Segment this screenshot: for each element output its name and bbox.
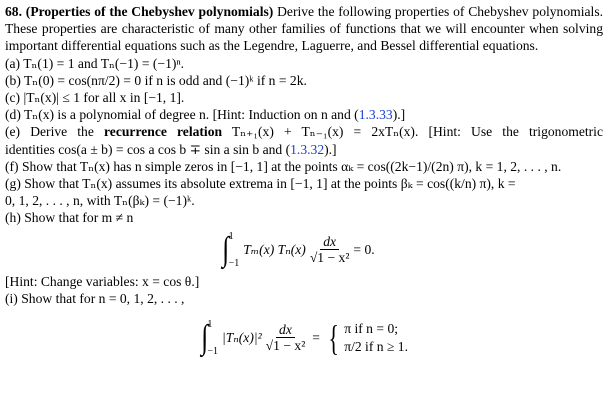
integral-upper-limit: 1: [228, 230, 234, 242]
recurrence-relation-term: recurrence relation: [104, 124, 223, 140]
norm-cases: [344, 320, 408, 356]
item-i: (i) Show that for n = 0, 1, 2, . . . ,: [5, 290, 185, 306]
equation-reference-link[interactable]: 1.3.32: [290, 141, 325, 157]
norm-case-n-positive: π/2 if n ≥ 1.: [344, 339, 409, 355]
integral-sign: ∫ 1 −1: [201, 319, 218, 358]
left-brace: {: [328, 318, 339, 359]
item-e-line2: [5, 141, 603, 158]
norm-fraction-numerator: dx: [276, 322, 295, 338]
integral-lower-limit: −1: [207, 346, 218, 358]
orth-weight-fraction: [308, 234, 352, 266]
orth-integrand: Tₘ(x) Tₙ(x): [243, 242, 306, 258]
item-e-line2-end: ).]: [324, 141, 337, 157]
item-c: (c) |Tₙ(x)| ≤ 1 for all x in [−1, 1].: [5, 90, 185, 106]
orth-fraction-numerator: dx: [320, 234, 339, 250]
norm-integrand: |Tₙ(x)|²: [221, 330, 262, 346]
norm-fraction-denominator: √1 − x²: [265, 338, 306, 354]
item-d: [5, 106, 603, 123]
hint-change-variables: [Hint: Change variables: x = cos θ.]: [5, 273, 200, 289]
integral-upper-limit: 1: [207, 319, 213, 331]
equation-reference-link[interactable]: 1.3.33: [358, 107, 393, 123]
item-e-pre: (e) Derive the: [5, 124, 104, 140]
norm-equals: =: [312, 330, 320, 346]
item-d-end: ).]: [392, 107, 406, 123]
problem-intro: [5, 3, 603, 55]
orth-rhs: = 0.: [353, 242, 375, 258]
item-b: (b) Tₙ(0) = cos(nπ/2) = 0 if n is odd and (−1)ᵏ if n = 2k.: [5, 72, 307, 88]
item-e: [5, 123, 603, 140]
item-e-line2-pre: identities cos(a ± b) = cos a cos b ∓ sin a sin b and (: [5, 141, 291, 157]
item-g-line2: 0, 1, 2, . . . , n, with Tₙ(βₖ) = (−1)ᵏ.: [5, 193, 195, 209]
integral-lower-limit: −1: [228, 257, 240, 269]
norm-case-n-zero: π if n = 0;: [344, 321, 399, 337]
item-d-text: (d) Tₙ(x) is a polynomial of degree n. [Hint: Induction on n and (: [5, 107, 359, 123]
norm-weight-fraction: [264, 322, 308, 354]
item-g-line1: (g) Show that Tₙ(x) assumes its absolute extrema in [−1, 1] at the points βₖ = cos((k/n) π), k =: [5, 176, 516, 192]
problem-number: 68.: [5, 4, 22, 19]
item-f: (f) Show that Tₙ(x) has n simple zeros in [−1, 1] at the points αₖ = cos((2k−1)/(2n) π), k = 1, 2, . . . , n.: [5, 158, 562, 174]
item-e-mid: Tₙ₊₁(x) + Tₙ₋₁(x) = 2xTₙ(x). [Hint: Use the trigonometric: [222, 124, 603, 140]
item-h: (h) Show that for m ≠ n: [5, 210, 134, 226]
problem-title: (Properties of the Chebyshev polynomials): [25, 4, 274, 19]
integral-sign: ∫ 1 −1: [222, 230, 240, 269]
problem-intro-text: Derive the following properties of Chebyshev polynomials. These properties are characteristic of many other families of functions that we will encounter when solving important differential equations such as the Legendre, Laguerre, and Bessel differential equations.: [5, 4, 604, 54]
orthogonality-equation: [0, 227, 603, 273]
item-a: (a) Tₙ(1) = 1 and Tₙ(−1) = (−1)ⁿ.: [5, 55, 185, 71]
orth-fraction-denominator: √1 − x²: [309, 249, 350, 265]
norm-equation: [5, 307, 603, 369]
